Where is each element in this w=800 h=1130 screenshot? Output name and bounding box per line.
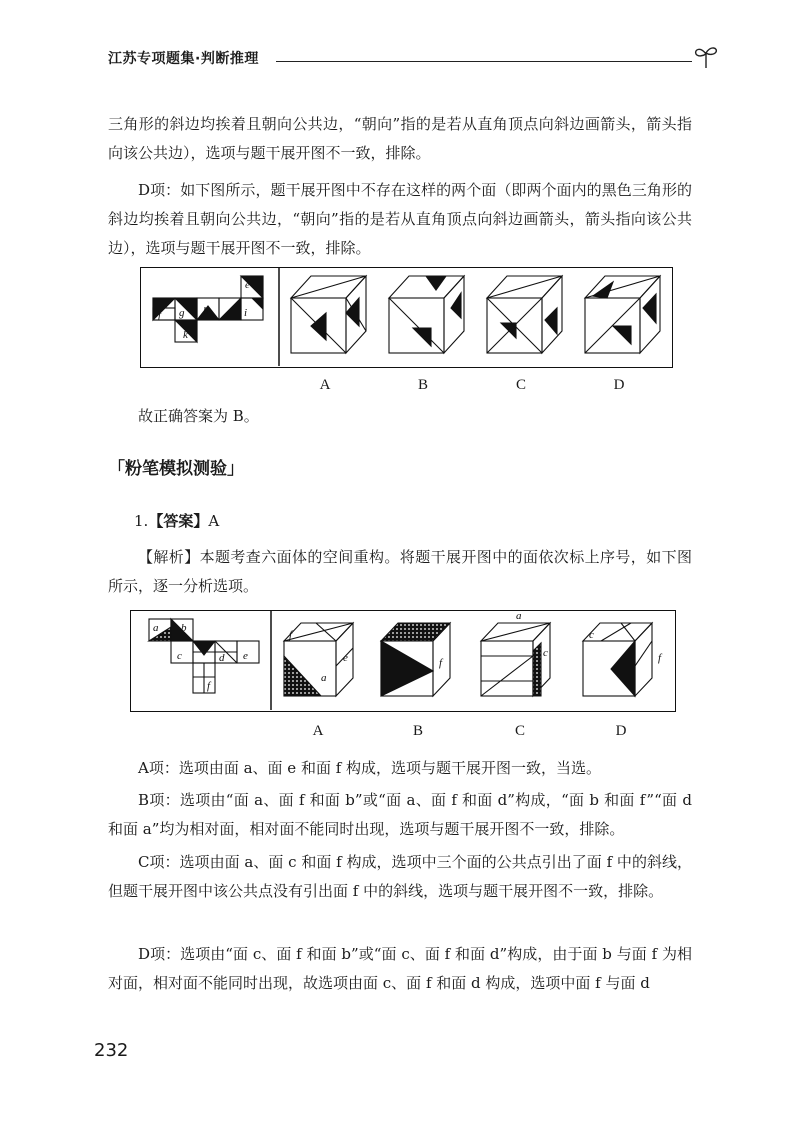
paragraph-option-d-2: D项：选项由“面 c、面 f 和面 b”或“面 c、面 f 和面 d”构成，由于面 b 与面 f 为相对面，相对面不能同时出现，故选项由面 c、面 f 和面 d 构成，选项中面 f 与面 d <box>108 945 692 992</box>
figure-2-option-labels <box>130 723 676 743</box>
cube-option-b-1 <box>389 276 464 353</box>
option-label-c: C <box>515 377 526 393</box>
cube-face-label: f <box>658 652 662 664</box>
cube-option-d-1 <box>585 276 660 353</box>
cube-option-b-2 <box>381 623 450 696</box>
option-label-a: A <box>319 377 331 393</box>
net-diagram-2 <box>149 619 259 693</box>
section-title: 「粉笔模拟测验」 <box>108 459 244 479</box>
answer-value: A <box>208 512 220 530</box>
face-label: i <box>244 307 248 319</box>
face-label: a <box>153 622 159 634</box>
header-rule <box>276 61 692 62</box>
cube-face-label: c <box>589 629 594 641</box>
cube-face-label: c <box>543 647 548 659</box>
paragraph-continuation: 三角形的斜边均挨着且朝向公共边，“朝向”指的是若从直角顶点向斜边画箭头，箭头指向该公共边），选项与题干展开图不一致，排除。 <box>108 115 692 162</box>
figure-1 <box>140 267 673 368</box>
answer-statement: 故正确答案为 B。 <box>138 407 259 425</box>
face-label: d <box>219 652 225 664</box>
cube-option-d-2 <box>583 623 663 696</box>
cube-face-label: e <box>343 652 348 664</box>
running-header <box>108 42 720 72</box>
face-label: k <box>183 329 188 341</box>
paragraph-option-a: A项：选项由面 a、面 e 和面 f 构成，选项与题干展开图一致，当选。 <box>138 759 602 777</box>
figure-1-option-labels <box>140 377 673 397</box>
figure-2 <box>130 610 676 712</box>
option-label-d: D <box>615 723 627 739</box>
cube-face-label: a <box>423 627 429 639</box>
paragraph-option-d-1: D项：如下图所示，题干展开图中不存在这样的两个面（即两个面内的黑色三角形的斜边均挨着且朝向公共边，“朝向”指的是若从直角顶点向斜边画箭头，箭头指向该公共边），选项与题干展开图不一致，排除。 <box>108 181 692 257</box>
header-title: 江苏专项题集·判断推理 <box>108 51 259 67</box>
cube-face-label: a <box>516 611 522 622</box>
cube-face-label: f <box>289 629 293 641</box>
face-label: c <box>177 650 182 662</box>
option-label-c: C <box>514 723 525 739</box>
paragraph-option-b: B项：选项由“面 a、面 f 和面 b”或“面 a、面 f 和面 d”构成，“面 b 和面 f”“面 d 和面 a”均为相对面，相对面不能同时出现，选项与题干展开图不一致，排除。 <box>108 791 692 838</box>
face-label: h <box>203 305 209 317</box>
option-label-b: B <box>412 723 423 739</box>
answer-line <box>134 510 219 531</box>
analysis-paragraph: 【解析】本题考查六面体的空间重构。将题干展开图中的面依次标上序号，如下图所示，逐一分析选项。 <box>108 548 692 595</box>
option-label-b: B <box>417 377 428 393</box>
face-label: e <box>245 279 250 291</box>
face-label: b <box>181 622 187 634</box>
answer-tag: 【答案】 <box>148 512 209 530</box>
cube-option-c-1 <box>487 276 562 353</box>
net-diagram-1 <box>153 276 263 342</box>
paragraph-option-c: C项：选项由面 a、面 c 和面 f 构成，选项中三个面的公共点引出了面 f 中的斜线，但题干展开图中该公共点没有引出面 f 中的斜线，选项与题干展开图不一致，排除。 <box>108 853 692 900</box>
cube-option-a-1 <box>291 276 366 353</box>
face-label: f <box>158 309 162 321</box>
question-number: 1. <box>134 512 149 530</box>
face-label: g <box>179 307 185 319</box>
cube-face-label: a <box>321 672 327 684</box>
cube-face-label: f <box>439 657 443 669</box>
face-label: e <box>243 650 248 662</box>
cube-option-c-2 <box>481 611 550 696</box>
option-label-d: D <box>613 377 625 393</box>
option-label-a: A <box>312 723 324 739</box>
page-number: 232 <box>94 1040 129 1061</box>
cube-option-a-2 <box>284 623 353 696</box>
sprout-icon <box>692 42 720 70</box>
face-label: f <box>207 680 211 692</box>
